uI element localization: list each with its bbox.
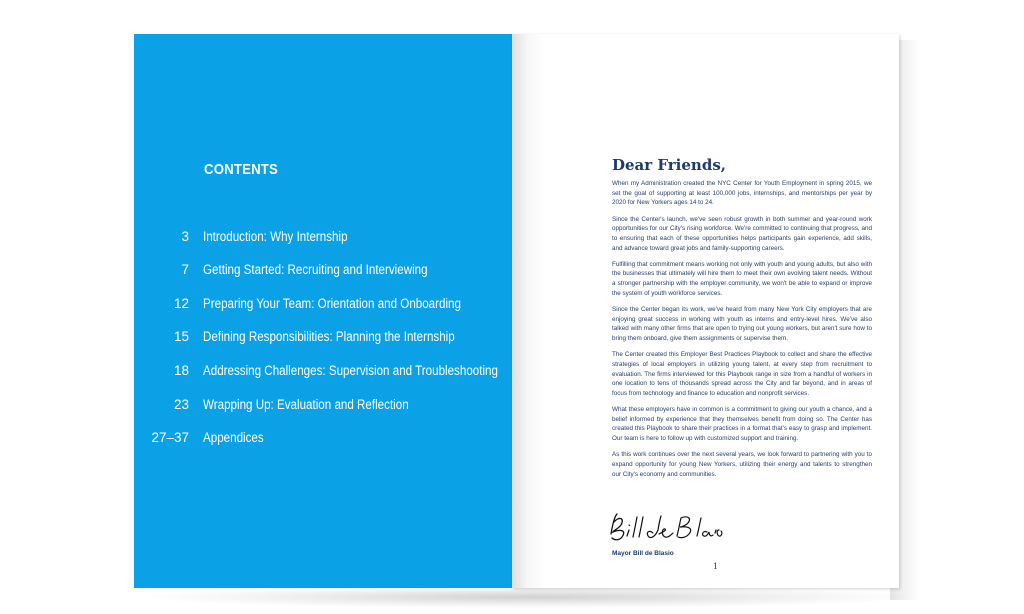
letter-body	[612, 179, 872, 486]
toc-entry	[134, 262, 512, 282]
toc-entry	[134, 329, 512, 349]
toc-entry-title: Introduction: Why Internship	[203, 229, 348, 244]
toc-entry-title: Addressing Challenges: Supervision and Troubleshooting	[203, 363, 498, 378]
toc-page-number: 15	[173, 329, 189, 344]
letter-page	[512, 34, 899, 588]
toc-page-number: 23	[173, 397, 189, 412]
toc-entry-title: Appendices	[203, 430, 264, 445]
letter-paragraph: What these employers have in common is a commitment to giving our youth a chance, and a belief informed by experience that they themselves benefit from doing so. The Center has created this Playbook to share their practices in a format that's easy to grasp and implement. Our team is here to follow up with customized support and training.	[612, 406, 872, 443]
toc-entry-title: Preparing Your Team: Orientation and Onboarding	[203, 296, 461, 311]
letter-greeting: Dear Friends,	[612, 156, 726, 174]
spine-shadow	[512, 34, 546, 588]
toc-entry-title: Defining Responsibilities: Planning the Internship	[203, 329, 455, 344]
letter-paragraph: Since the Center's launch, we've seen robust growth in both summer and year-round work opportunities for our City's rising workforce. We're committed to continuing that progress, and to ensuring that each of these opportunities helps participants gain experience, add skills, and advance toward great jobs and family-supporting careers.	[612, 215, 872, 252]
letter-paragraph: When my Administration created the NYC Center for Youth Employment in spring 2015, we set the goal of supporting at least 100,000 jobs, internships, and mentorships per year by 2020 for New Yorkers ages 14 to 24.	[612, 180, 872, 207]
toc-page-number: 7	[181, 262, 189, 277]
letter-paragraph: Fulfilling that commitment means working not only with youth and young adults, but also with the businesses that ultimately will hire them to meet their own evolving talent needs. Without a stronger partnership with the employer community, we won't be able to expand or improve the system of youth workforce services.	[612, 260, 872, 297]
signature-icon	[605, 508, 725, 548]
page-number: 1	[713, 562, 719, 571]
signer-name: Mayor Bill de Blasio	[612, 550, 674, 557]
toc-page-number: 12	[173, 296, 189, 311]
contents-heading: CONTENTS	[204, 161, 279, 178]
letter-paragraph: Since the Center began its work, we've heard from many New York City employers that are enjoying great success in working with youth as interns and entry-level hires. We've also talked with many other firms that are open to trying out young workers, but aren't sure how to bring them onboard, give them assignments or supervise them.	[612, 305, 872, 343]
toc-entry-title: Getting Started: Recruiting and Interviewing	[203, 262, 428, 277]
letter-paragraph: As this work continues over the next several years, we look forward to partnering with you to expand opportunity for young New Yorkers, utilizing their energy and talents to strengthen our City's economy and communities.	[612, 451, 872, 478]
toc-page-number: 18	[173, 363, 189, 378]
toc-entry-title: Wrapping Up: Evaluation and Reflection	[203, 397, 409, 412]
toc-entry	[134, 229, 512, 249]
toc-entry	[134, 430, 512, 450]
toc-entry	[134, 397, 512, 417]
toc-entry	[134, 296, 512, 316]
booklet-shadow	[150, 586, 910, 608]
toc-page-number: 27–37	[151, 430, 189, 445]
toc-entry	[134, 363, 512, 383]
contents-page	[134, 34, 512, 588]
letter-paragraph: The Center created this Employer Best Practices Playbook to collect and share the effective strategies of local employers in utilizing young talent, at every step from recruitment to evaluation. The firms interviewed for this Playbook range in size from a handful of workers in one location to tens of thousands spread across the City and far beyond, and in areas of focus from technology and finance to education and nonprofit services.	[612, 351, 872, 397]
toc-page-number: 3	[181, 229, 189, 244]
